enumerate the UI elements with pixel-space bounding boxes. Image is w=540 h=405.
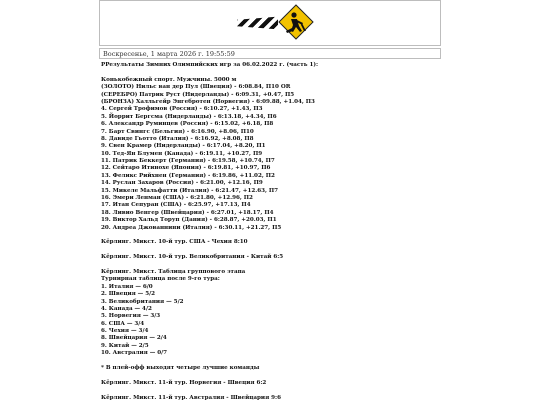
text-line: 8. Швейцария — 2/4 — [101, 335, 167, 342]
blank-line — [101, 387, 439, 394]
text-line: 3. Великобритания — 5/2 — [101, 298, 184, 305]
header-banner — [99, 0, 441, 46]
text-line: Кёрлинг. Микст. 10-й тур. Великобритания - Китай 6:5 — [101, 254, 284, 261]
text-line: Кёрлинг. Микст. Таблица группового этапа — [101, 268, 246, 275]
text-line: 5. Норвегия — 3/3 — [101, 313, 161, 320]
text-line: 14. Руслан Захаров (Россия) - 6:21.00, +12.16, П9 — [101, 180, 263, 187]
text-line: 20. Андреа Джованнини (Италия) - 6:30.11, +21.27, П5 — [101, 224, 282, 231]
blank-line — [101, 262, 439, 269]
text-line: 6. Чехия — 3/4 — [101, 328, 149, 335]
text-line: 10. Тед-Ян Блумен (Канада) - 6:19.11, +10.27, П9 — [101, 150, 263, 157]
text-line: 9. Свен Крамер (Нидерланды) - 6:17.04, +8.20, П1 — [101, 143, 266, 150]
text-line: 5. Йоррит Бергсма (Нидерланды) - 6:13.18, +4.34, П6 — [101, 113, 277, 120]
text-line: 15. Микеле Мальфатти (Италия) - 6:21.47, +12.63, П7 — [101, 187, 279, 194]
hazard-stripes-icon — [237, 15, 278, 31]
page-container — [99, 0, 441, 405]
text-line: 11. Патрик Беккерт (Германия) - 6:19.58, +10.74, П7 — [101, 158, 275, 165]
text-line: 1. Италия — 6/0 — [101, 283, 153, 290]
text-line: 6. США — 3/4 — [101, 320, 145, 327]
timestamp-bar — [99, 48, 441, 59]
text-line: 4. Сергей Трофимов (Россия) - 6:10.27, +1.43, П3 — [101, 106, 263, 113]
text-line: 8. Давиде Гьотто (Италия) - 6:16.92, +8.08, П8 — [101, 135, 254, 142]
blank-line — [101, 69, 439, 76]
text-line: 7. Барт Свингс (Бельгия) - 6:16.90, +8.06, П10 — [101, 128, 254, 135]
text-line: 18. Ливио Венгер (Швейцария) - 6:27.01, +18.17, П4 — [101, 209, 274, 216]
text-line: Конькобежный спорт. Мужчины. 5000 м — [101, 76, 237, 83]
text-line: 17. Итан Сепуран (США) - 6:25.97, +17.13, П4 — [101, 202, 251, 209]
text-line: 2. Швеция — 5/2 — [101, 291, 156, 298]
text-line: 10. Австралия — 0/7 — [101, 350, 168, 357]
text-line: 13. Феликс Рийхнен (Германия) - 6:19.86, +11.02, П2 — [101, 172, 275, 179]
text-line: 9. Китай — 2/5 — [101, 342, 149, 349]
text-line: (ЗОЛОТО) Нильс ван дер Пул (Швеция) - 6:08.84, П10 OR — [101, 84, 291, 91]
text-line: РРезультаты Зимних Олимпийских игр за 06.02.2022 г. (часть 1): — [101, 62, 319, 68]
text-line: Кёрлинг. Микст. 10-й тур. США - Чехия 8:10 — [101, 239, 248, 246]
text-line: (СЕРЕБРО) Патрик Руст (Нидерланды) - 6:09.31, +0.47, П5 — [101, 91, 295, 98]
timestamp-text: Воскресенье, 1 марта 2026 г. 19:55:59 — [103, 50, 235, 58]
blank-line — [101, 358, 439, 365]
results-content — [99, 59, 441, 402]
text-line: 4. Канада — 4/2 — [101, 305, 152, 312]
text-line: Кёрлинг. Микст. 11-й тур. Норвегия - Швеция 6:2 — [101, 379, 267, 386]
text-line: 6. Александр Руминцев (Россия) - 6:15.02, +6.18, П8 — [101, 121, 274, 128]
blank-line — [101, 372, 439, 379]
text-line: 19. Виктор Хальд Торуп (Дания) - 6:28.87, +20.03, П1 — [101, 217, 277, 224]
text-line: * В плей-офф выходят четыре лучшие команды — [101, 365, 260, 372]
text-line: Кёрлинг. Микст. 11-й тур. Австралия - Швейцария 9:6 — [101, 394, 281, 401]
text-line: 16. Эмери Ленман (США) - 6:21.80, +12.96, П2 — [101, 195, 253, 202]
text-line: (БРОНЗА) Халльгейр Энгебротен (Норвегия) - 6:09.88, +1.04, П3 — [101, 98, 315, 105]
text-line: 12. Сейтаро Итинохе (Япония) - 6:19.81, +10.97, П6 — [101, 165, 271, 172]
road-worker-sign-icon — [278, 4, 314, 40]
text-line: Турнирная таблица после 9-го тура: — [101, 276, 220, 283]
